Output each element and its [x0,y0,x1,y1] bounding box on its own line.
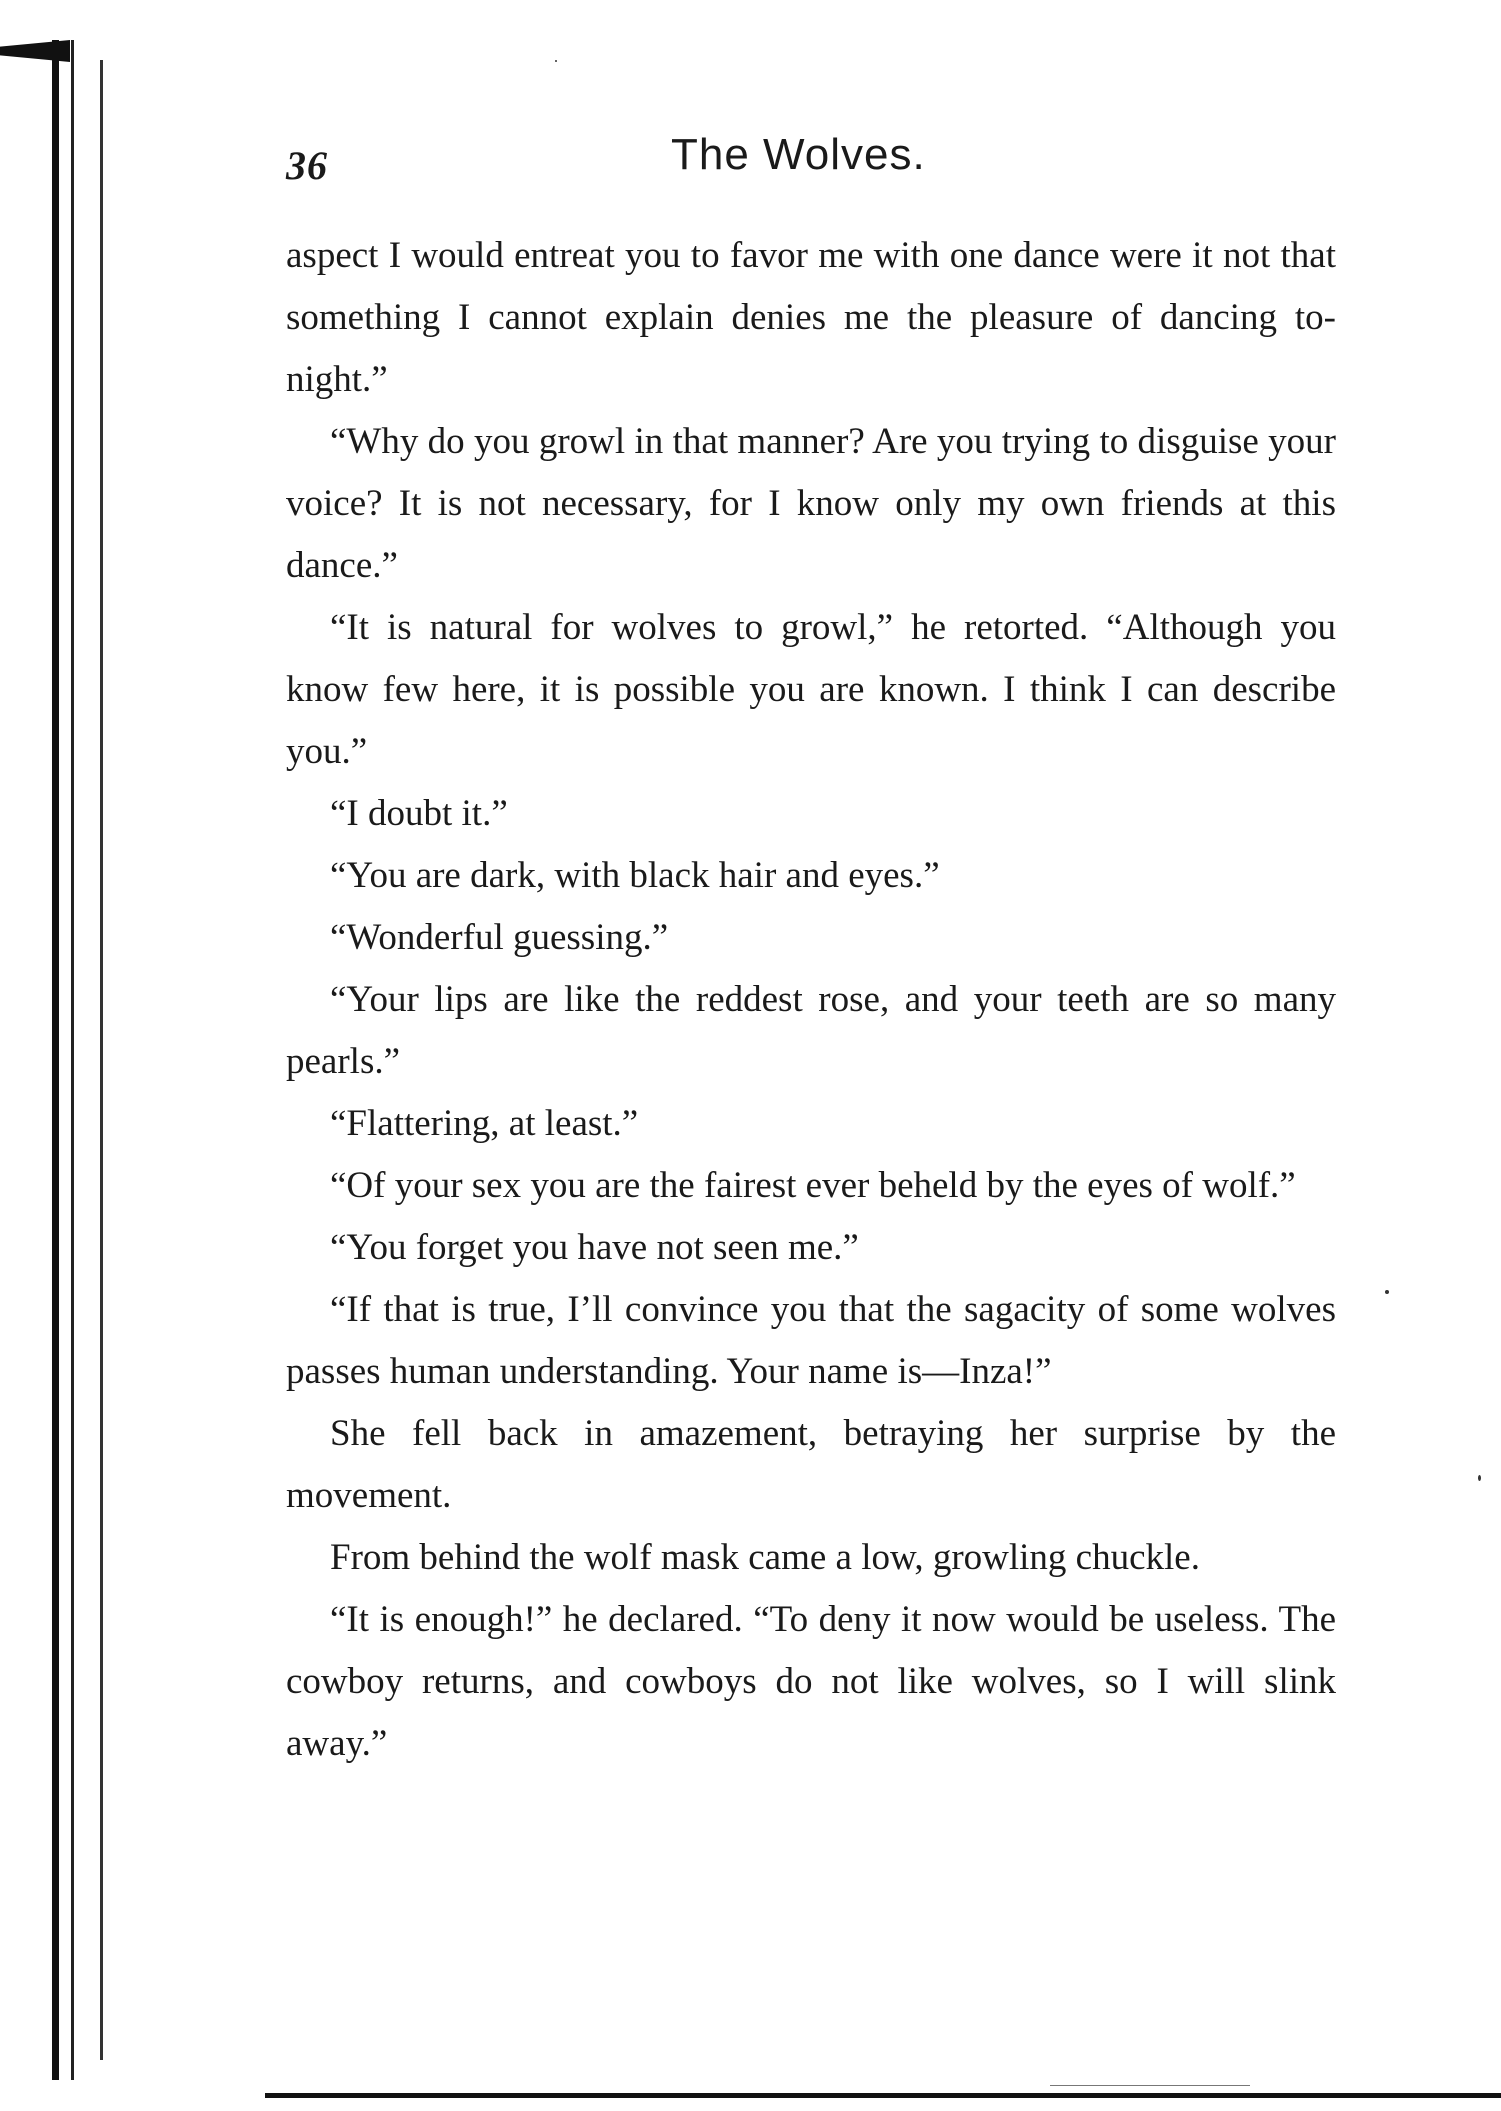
paragraph: “It is enough!” he declared. “To deny it now would be useless. The cowboy returns, and cowboys do not like wolves, so I will slink away.” [286,1599,1336,1764]
paragraph: “I doubt it.” [330,793,508,834]
body-text [286,225,1336,1775]
bottom-rule [265,2093,1501,2098]
paragraph: aspect I would entreat you to favor me with one dance were it not that something I cannot explain denies me the pleasure of dancing to-night.” [286,235,1336,400]
paragraph: “If that is true, I’ll convince you that the sagacity of some wolves passes human understanding. Your name is—Inza!” [286,1289,1336,1392]
paragraph: “You are dark, with black hair and eyes.” [330,855,940,896]
page-number: 36 [286,143,328,188]
page-binding-edge [52,40,74,2080]
paragraph: “It is natural for wolves to growl,” he retorted. “Although you know few here, it is possible you are known. I think I can describe you.” [286,607,1336,772]
paragraph: “Why do you growl in that manner? Are you trying to disguise your voice? It is not necessary, for I know only my own friends at this dance.” [286,421,1336,586]
scan-speck [1478,1475,1481,1481]
paragraph: “You forget you have not seen me.” [330,1227,859,1268]
running-head [286,130,1336,190]
paragraph: “Wonderful guessing.” [330,917,669,958]
scan-speck [555,60,557,62]
paragraph: “Your lips are like the reddest rose, and your teeth are so many pearls.” [286,979,1336,1082]
bottom-thin-rule [1050,2085,1250,2086]
paragraph: From behind the wolf mask came a low, growling chuckle. [330,1537,1200,1578]
page-gutter-line [100,60,103,2060]
paragraph: “Flattering, at least.” [330,1103,639,1144]
paragraph: “Of your sex you are the fairest ever beheld by the eyes of wolf.” [330,1165,1296,1206]
paragraph: She fell back in amazement, betraying her surprise by the movement. [286,1413,1336,1516]
scan-speck [1385,1290,1389,1294]
running-title: The Wolves. [671,130,926,179]
